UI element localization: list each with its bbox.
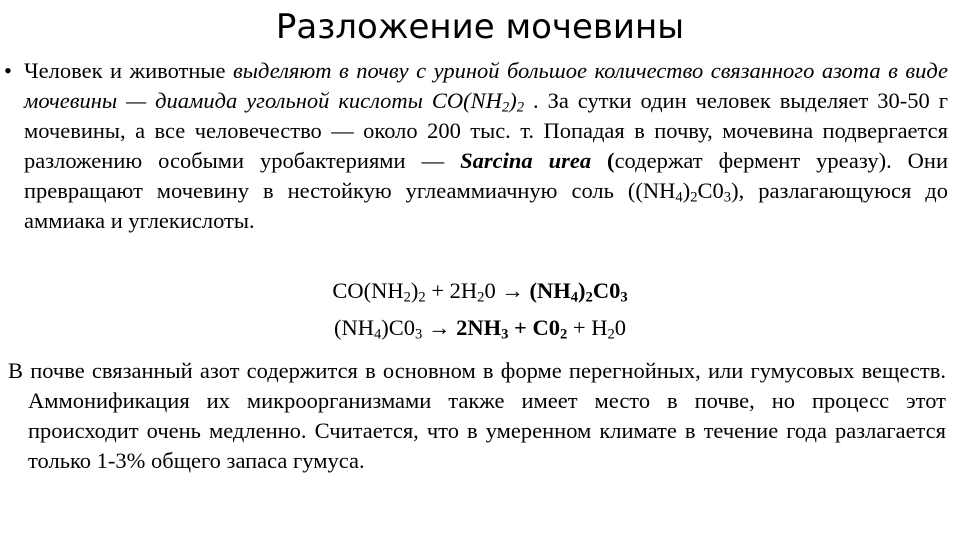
paragraph-urea — [4, 56, 948, 236]
eq-term: 0 — [614, 315, 627, 340]
eq-term: + 2H — [425, 278, 478, 303]
subscript: 2 — [418, 289, 426, 306]
subscript: 2 — [559, 326, 568, 343]
eq-term: + C0 — [508, 315, 560, 340]
text-run: выделяют в почву с уриной большое количество связанного азота в виде мочевины — диамида угольной кислоты CO(NH — [24, 58, 948, 113]
eq-term: 2NH — [456, 315, 502, 340]
eq-term: + H — [567, 315, 608, 340]
eq-term: ) — [410, 278, 419, 303]
eq-term: → — [422, 315, 457, 340]
subscript: 3 — [501, 326, 509, 343]
subscript: 3 — [415, 326, 423, 343]
equation-urea-hydrolysis — [0, 276, 960, 306]
text-run: ) — [682, 178, 691, 203]
text-run: Человек и животные — [24, 58, 234, 83]
slide-title: Разложение мочевины — [275, 7, 685, 47]
bullet-marker: • — [4, 58, 12, 83]
eq-term: CO(NH — [332, 278, 404, 303]
subscript: 2 — [607, 326, 615, 343]
text-run: ( — [591, 148, 615, 173]
subscript: 2 — [501, 99, 510, 116]
text-run: C0 — [697, 178, 724, 203]
eq-term: 0 → — [484, 278, 530, 303]
subscript: 4 — [570, 289, 579, 306]
subscript: 3 — [620, 289, 628, 306]
subscript: 2 — [477, 289, 485, 306]
subscript: 4 — [675, 189, 683, 206]
text-run: ) — [509, 88, 517, 113]
eq-term: (NH — [333, 315, 374, 340]
paragraph-humus: В почве связанный азот содержится в основном в форме перегнойных, или гумусовых веществ. Аммонификация их микроорганизмами также имеет место в почве, но процесс этот происходит очень медленно. Считается, что в умеренном климате в течение года разлагается только 1-3% общего запаса гумуса. — [8, 358, 946, 473]
subscript: 2 — [516, 99, 525, 116]
text-run: содержат фермент уреазу). Они превращают мочевину в нестойкую углеаммиачную соль ((NH — [24, 148, 949, 203]
text-run: ), разлагающуюся до аммиака и углекислоты. — [24, 178, 948, 233]
text-run: . За сутки один человек выделяет 30-50 г мочевины, а все человечество — около 200 тыс. т. Попадая в почву, мочевина подвергается разложению особыми уробактериями — — [24, 88, 948, 173]
eq-product — [529, 278, 628, 306]
eq-term: (NH — [529, 278, 571, 303]
eq-term: C0 — [592, 278, 621, 303]
subscript: 4 — [373, 326, 382, 343]
paragraph-urea-text — [24, 56, 948, 236]
subscript: 2 — [403, 289, 411, 306]
subscript: 2 — [585, 289, 593, 306]
eq-term: ) — [578, 278, 586, 303]
bold-italic-run — [460, 148, 615, 173]
equation-carbonate-decomposition — [0, 313, 960, 343]
eq-product — [456, 315, 568, 343]
subscript: 3 — [723, 189, 732, 206]
species-name: Sarcina urea — [460, 148, 592, 173]
subscript: 2 — [690, 189, 698, 206]
eq-term: )C0 — [381, 315, 416, 340]
